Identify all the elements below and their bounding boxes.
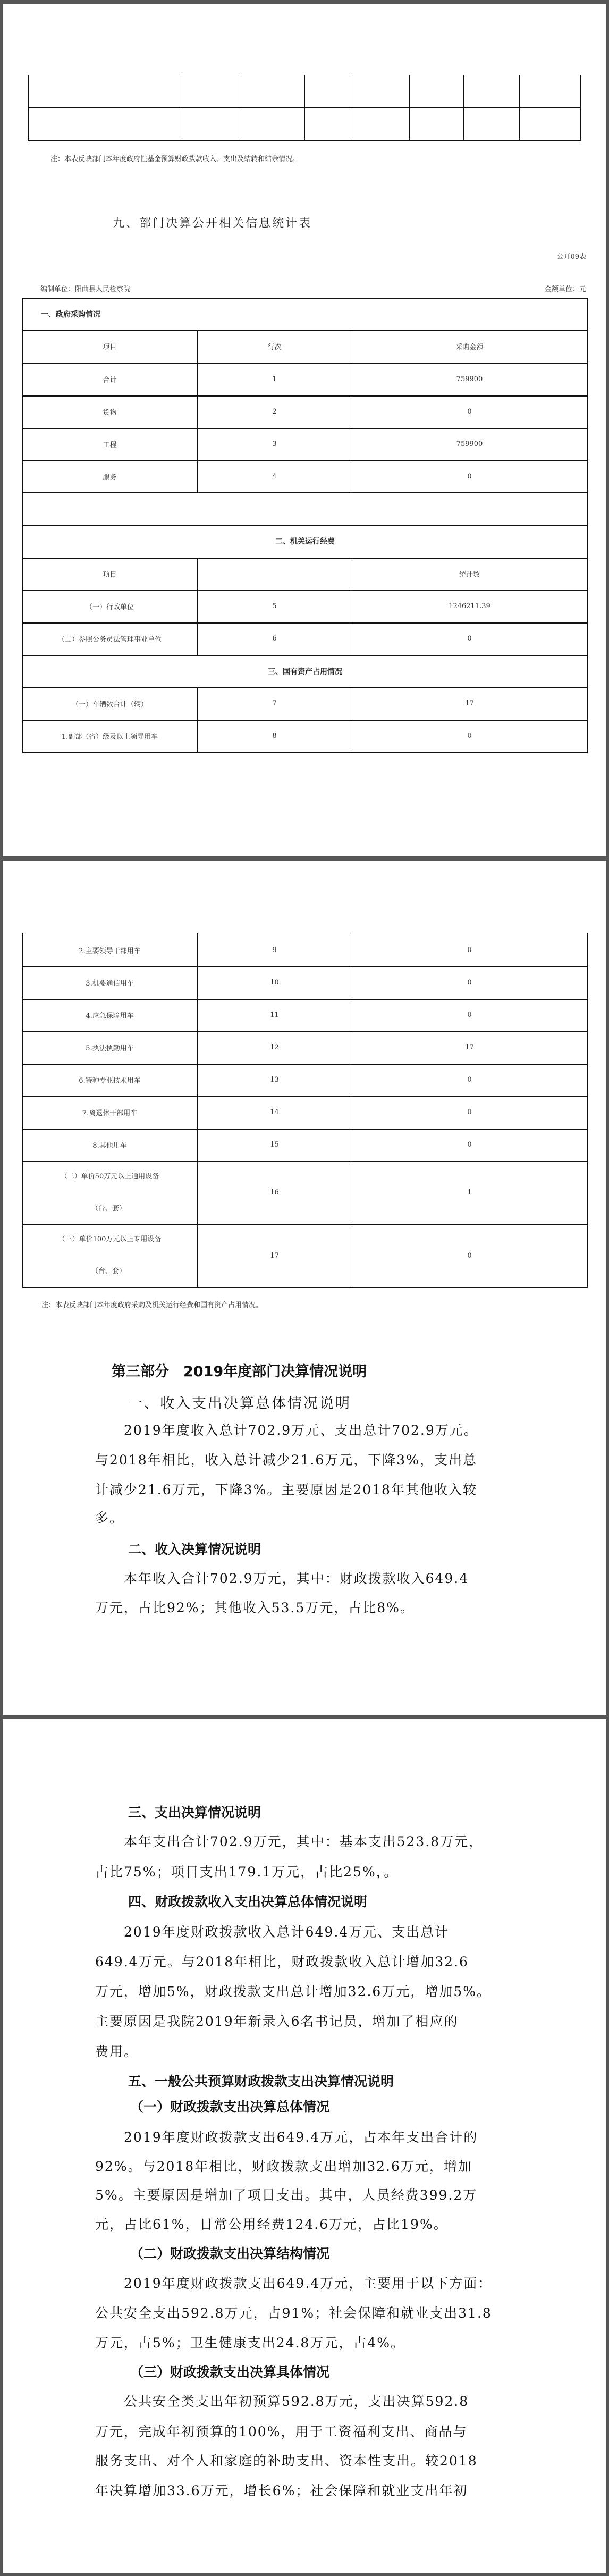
paragraph-line: 计减少21.6万元，下降3%。主要原因是2018年其他收入较 — [95, 1482, 477, 1497]
row-item: 货物 — [103, 409, 117, 417]
row-item: 3.机要通信用车 — [86, 980, 134, 988]
row-item — [22, 1161, 197, 1224]
row-item: （一）车辆数合计（辆） — [71, 701, 148, 709]
paragraph-line: 92%。与2018年相比，财政拨款支出增加32.6万元，增加 — [95, 2159, 472, 2174]
page-3 — [3, 1719, 606, 2573]
subheading-fiscal-overall: （一）财政拨款支出决算总体情况 — [130, 2099, 330, 2115]
header-statistic: 统计数 — [459, 571, 480, 579]
heading-income-expense-overview: 一、收入支出决算总体情况说明 — [128, 1395, 351, 1412]
row-value: 17 — [465, 700, 474, 708]
paragraph-line: 公共安全支出592.8万元，占91%；社会保障和就业支出31.8 — [95, 2305, 492, 2321]
row-line-no: 7 — [272, 700, 277, 708]
row-line-no: 13 — [270, 1076, 279, 1084]
section-state-assets-title: 三、国有资产占用情况 — [268, 667, 342, 676]
row-value: 0 — [467, 1011, 472, 1019]
paragraph-line: 本年支出合计702.9万元，其中：基本支出523.8万元， — [95, 1834, 484, 1849]
page-1 — [3, 4, 606, 856]
part-title: 第三部分 2019年度部门决算情况说明 — [112, 1363, 367, 1380]
paragraph-line: 占比75%；项目支出179.1万元，占比25%，。 — [95, 1864, 399, 1880]
row-item — [22, 1224, 197, 1287]
row-line-no: 8 — [272, 732, 277, 740]
row-value: 0 — [467, 979, 472, 987]
row-line-no: 14 — [270, 1108, 279, 1116]
row-value: 0 — [467, 732, 472, 740]
row-line-no: 10 — [270, 979, 279, 987]
paragraph-line: 年决算增加33.6万元，增长6%；社会保障和就业支出年初 — [95, 2483, 468, 2498]
row-line-no: 17 — [270, 1251, 279, 1260]
table-note: 注：本表反映部门本年度政府采购及机关运行经费和国有资产占用情况。 — [41, 1301, 263, 1309]
row-value: 759900 — [456, 375, 483, 383]
paragraph-line: 万元，占比92%；其他收入53.5万元，占比8%。 — [95, 1600, 415, 1615]
row-value: 0 — [467, 1251, 472, 1260]
row-item-line2: （台、套） — [91, 1204, 126, 1213]
row-line-no: 1 — [272, 375, 277, 383]
row-item: 服务 — [103, 473, 117, 482]
row-item: 1.副部（省）级及以上领导用车 — [61, 733, 158, 741]
row-item-line1: （三）单价100万元以上专用设备 — [58, 1235, 162, 1243]
row-item: 6.特种专业技术用车 — [79, 1077, 141, 1085]
row-line-no: 16 — [270, 1189, 279, 1197]
row-value: 1246211.39 — [449, 602, 490, 610]
paragraph-line: 费用。 — [95, 2044, 139, 2059]
table-title: 九、部门决算公开相关信息统计表 — [113, 217, 312, 230]
paragraph-line: 万元，完成年初预算的100%，用于工资福利支出、商品与 — [95, 2424, 468, 2439]
paragraph-line: 服务支出、对个人和家庭的补助支出、资本性支出。较2018 — [95, 2453, 478, 2469]
paragraph-line: 2019年度财政拨款支出649.4万元，主要用于以下方面： — [95, 2276, 493, 2291]
page-2 — [3, 861, 606, 1715]
row-item-line2: （台、套） — [91, 1267, 126, 1275]
paragraph-line: 649.4万元。与2018年相比，财政拨款收入总计增加32.6 — [95, 1954, 469, 1969]
header-item: 项目 — [103, 571, 117, 579]
row-value: 0 — [467, 408, 472, 416]
header-line-no: 行次 — [267, 343, 282, 351]
table-code: 公开09表 — [556, 253, 586, 261]
row-item: 2.主要领导干部用车 — [79, 947, 141, 955]
section-operating-expenses-title: 二、机关运行经费 — [275, 537, 335, 546]
paragraph-line: 万元，占5%；卫生健康支出24.8万元，占4%。 — [95, 2335, 405, 2351]
row-item: 5.执法执勤用车 — [86, 1045, 134, 1053]
row-value: 0 — [467, 1076, 472, 1084]
paragraph-line: 本年收入合计702.9万元，其中：财政拨款收入649.4 — [95, 1571, 469, 1586]
section-government-procurement-title: 一、政府采购情况 — [41, 310, 100, 319]
paragraph-line: 公共安全类支出年初预算592.8万元，支出决算592.8 — [95, 2394, 469, 2409]
paragraph-line: 2019年度收入总计702.9万元、支出总计702.9万元。 — [95, 1422, 478, 1438]
row-item: 工程 — [103, 441, 117, 449]
unit-label: 金额单位：元 — [544, 285, 586, 293]
header-item: 项目 — [103, 343, 117, 351]
paragraph-line: 万元，增加5%，财政拨款支出总计增加32.6万元，增加5%。 — [95, 1984, 491, 1999]
row-line-no: 5 — [272, 602, 277, 610]
heading-general-budget: 五、一般公共预算财政拨款支出决算情况说明 — [128, 2074, 394, 2089]
paragraph-line: 元，占比61%，日常公用经费124.6万元，占比19%。 — [95, 2217, 448, 2232]
previous-table-note: 注：本表反映部门本年度政府性基金预算财政拨款收入、支出及结转和结余情况。 — [50, 155, 300, 163]
row-value: 0 — [467, 946, 472, 954]
row-value: 17 — [465, 1043, 474, 1051]
paragraph-line: 2019年度财政拨款收入总计649.4万元、支出总计 — [95, 1924, 450, 1940]
row-value: 759900 — [456, 440, 483, 448]
heading-fiscal-overview: 四、财政拨款收入支出决算总体情况说明 — [128, 1894, 368, 1909]
row-line-no: 3 — [272, 440, 277, 448]
row-value: 0 — [467, 635, 472, 643]
row-line-no: 6 — [272, 635, 277, 643]
row-item-line1: （二）单价50万元以上通用设备 — [60, 1172, 159, 1181]
row-item: 7.离退休干部用车 — [82, 1109, 138, 1117]
subheading-fiscal-detail: （三）财政拨款支出决算具体情况 — [130, 2364, 330, 2380]
row-item: （二）参照公务员法管理事业单位 — [57, 636, 162, 644]
row-item: 8.其他用车 — [92, 1142, 127, 1150]
subheading-fiscal-structure: （二）财政拨款支出决算结构情况 — [130, 2246, 330, 2261]
row-line-no: 12 — [270, 1043, 279, 1051]
paragraph-line: 多。 — [95, 1510, 124, 1526]
paragraph-line: 与2018年相比，收入总计减少21.6万元，下降3%，支出总 — [95, 1452, 477, 1468]
row-item: 4.应急保障用车 — [86, 1012, 134, 1020]
paragraph-line: 主要原因是我院2019年新录入6名书记员，增加了相应的 — [95, 2014, 459, 2029]
header-blank — [197, 558, 352, 590]
paragraph-line: 2019年度财政拨款支出649.4万元，占本年支出合计的 — [95, 2129, 478, 2145]
heading-expense: 三、支出决算情况说明 — [128, 1805, 261, 1820]
row-value: 1 — [467, 1189, 472, 1197]
row-line-no: 4 — [272, 472, 277, 481]
row-value: 0 — [467, 472, 472, 481]
row-item: 合计 — [103, 376, 117, 384]
heading-income: 二、收入决算情况说明 — [128, 1542, 261, 1557]
row-line-no: 9 — [272, 946, 277, 954]
paragraph-line: 5%。主要原因是增加了项目支出。其中，人员经费399.2万 — [95, 2187, 478, 2203]
row-value: 0 — [467, 1108, 472, 1116]
row-line-no: 11 — [270, 1011, 279, 1019]
header-procurement-amount: 采购金额 — [455, 343, 484, 351]
row-line-no: 2 — [272, 408, 277, 416]
org-label: 编制单位：阳曲县人民检察院 — [40, 285, 131, 293]
row-line-no: 15 — [270, 1141, 279, 1149]
row-item: （一）行政单位 — [85, 603, 134, 611]
row-value: 0 — [467, 1141, 472, 1149]
